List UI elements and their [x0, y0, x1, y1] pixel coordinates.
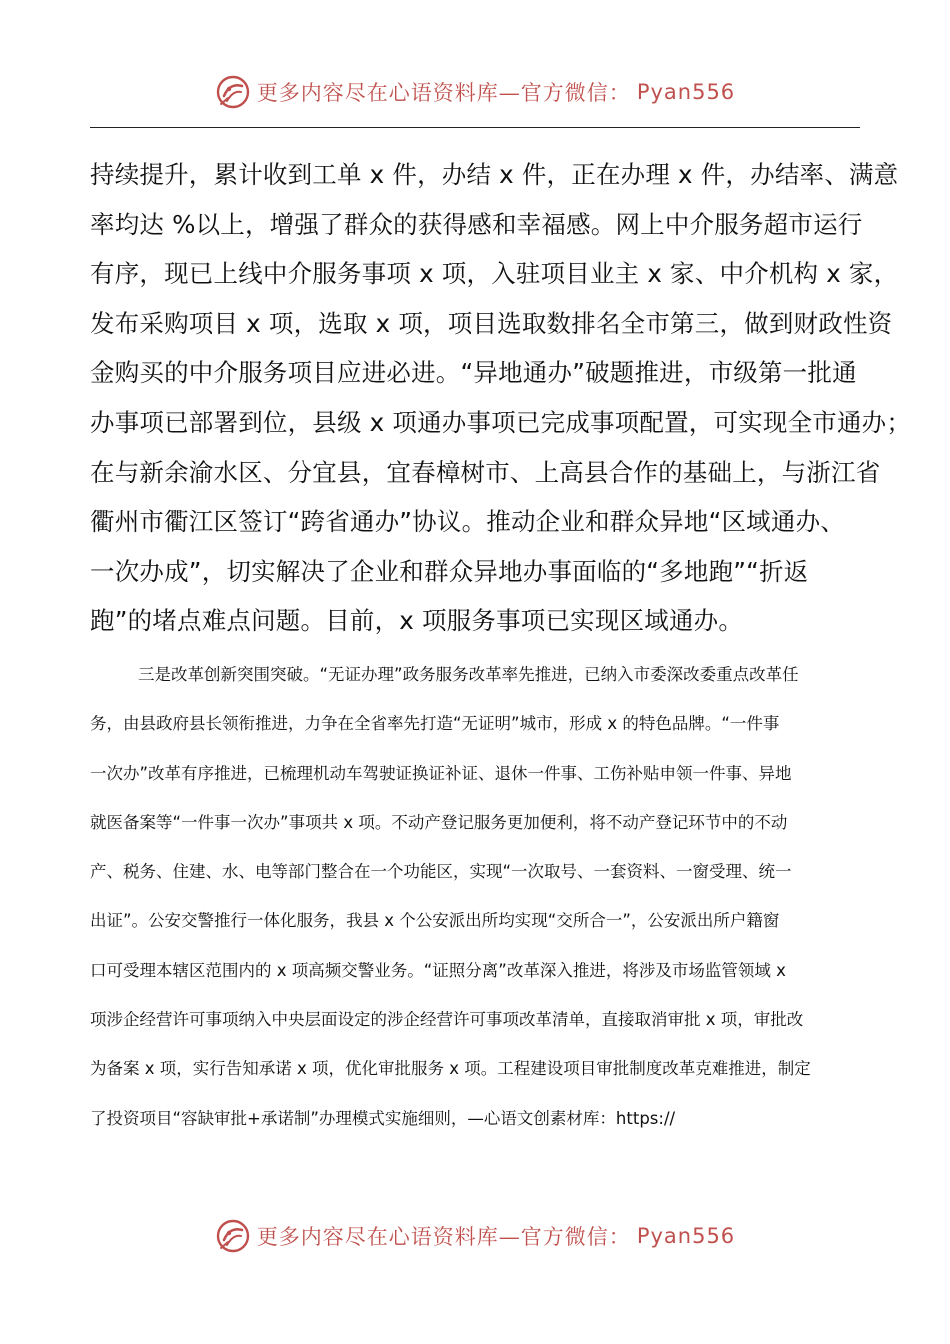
text-line: 口可受理本辖区范围内的 x 项高频交警业务。“证照分离”改革深入推进，将涉及市场监管领域 x — [90, 960, 786, 980]
text-line: 为备案 x 项，实行告知承诺 x 项，优化审批服务 x 项。工程建设项目审批制度改革克难推进，制定 — [90, 1059, 811, 1079]
text-line: 金购买的中介服务项目应进必进。“异地通办”破题推进，市级第一批通 — [90, 358, 857, 388]
footer-wechat-id: Pyan556 — [636, 1224, 736, 1248]
text-line: 产、税务、住建、水、电等部门整合在一个功能区，实现“一次取号、一套资料、一窗受理、统一 — [90, 862, 792, 882]
brand-logo-icon — [215, 74, 251, 110]
text-line: 办事项已部署到位，县级 x 项通办事项已完成事项配置，可实现全市通办； — [90, 407, 912, 437]
text-line: 跑”的堵点难点问题。目前，x 项服务事项已实现区域通办。 — [90, 606, 744, 636]
header-wechat-id: Pyan556 — [636, 80, 736, 104]
paragraph-2 — [90, 650, 860, 1143]
text-line: 持续提升，累计收到工单 x 件，办结 x 件，正在办理 x 件，办结率、满意 — [90, 160, 899, 189]
text-line: 务，由县政府县长领衔推进，力争在全省率先打造“无证明”城市，形成 x 的特色品牌。“一件事 — [90, 714, 780, 734]
header-divider — [90, 127, 860, 128]
text-line: 衢州市衢江区签订“跨省通办”协议。推动企业和群众异地“区域通办、 — [90, 507, 845, 537]
text-line: 在与新余渝水区、分宜县，宜春樟树市、上高县合作的基础上，与浙江省 — [90, 457, 881, 487]
text-line: 三是改革创新突围突破。“无证办理”政务服务改革率先推进，已纳入市委深改委重点改革任 — [138, 665, 799, 684]
header-banner — [0, 70, 950, 114]
text-line: 就医备案等“一件事一次办”事项共 x 项。不动产登记服务更加便利，将不动产登记环节中的不动 — [90, 812, 788, 832]
text-line: 一次办”改革有序推进，已梳理机动车驾驶证换证补证、退休一件事、工伤补贴申领一件事、异地 — [90, 763, 792, 783]
text-line: 了投资项目“容缺审批+承诺制”办理模式实施细则，—心语文创素材库：https:// — [90, 1108, 676, 1128]
footer-banner — [0, 1214, 950, 1258]
brand-logo-icon — [215, 1218, 251, 1254]
text-line: 率均达 %以上，增强了群众的获得感和幸福感。网上中介服务超市运行 — [90, 209, 863, 239]
footer-banner-text: 更多内容尽在心语资料库—官方微信： — [256, 1225, 631, 1249]
paragraph-1 — [90, 150, 912, 646]
text-line: 出证”。公安交警推行一体化服务，我县 x 个公安派出所均实现“交所合一”，公安派出所户籍窗 — [90, 911, 780, 931]
text-line: 有序，现已上线中介服务事项 x 项，入驻项目业主 x 家、中介机构 x 家， — [90, 259, 899, 289]
text-line: 项涉企经营许可事项纳入中央层面设定的涉企经营许可事项改革清单，直接取消审批 x 项，审批改 — [90, 1010, 804, 1030]
text-line: 一次办成”，切实解决了企业和群众异地办事面临的“多地跑”“折返 — [90, 556, 809, 586]
header-banner-text: 更多内容尽在心语资料库—官方微信： — [256, 81, 631, 105]
text-line: 发布采购项目 x 项，选取 x 项，项目选取数排名全市第三，做到财政性资 — [90, 308, 893, 338]
